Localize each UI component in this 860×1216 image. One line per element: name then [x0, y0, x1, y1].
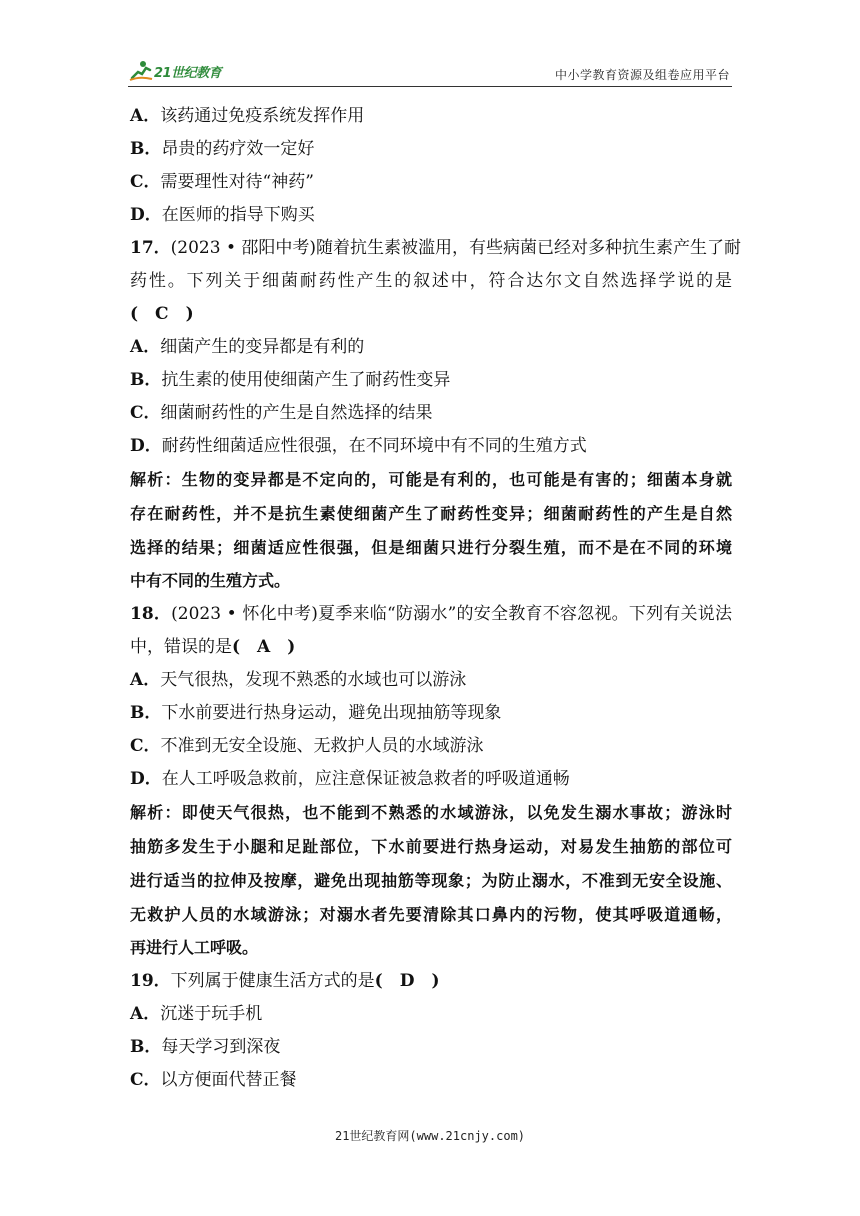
option-letter: C．: [130, 1070, 161, 1091]
document-body: [130, 100, 742, 1097]
option-letter: A．: [130, 670, 161, 691]
option-letter: B．: [130, 370, 162, 390]
option-letter: A．: [130, 106, 161, 126]
question-text: 下列属于健康生活方式的是: [170, 971, 375, 992]
option-text: 在医师的指导下购买: [161, 205, 315, 225]
option-text: 耐药性细菌适应性很强，在不同环境中有不同的生殖方式: [161, 436, 587, 456]
option-a: [130, 664, 732, 697]
analysis-line: 选择的结果；细菌适应性很强，但是细菌只进行分裂生殖，而不是在不同的环境: [130, 537, 732, 557]
option-letter: D．: [130, 769, 162, 790]
option-letter: A．: [130, 337, 161, 357]
question-text: 药性。下列关于细菌耐药性产生的叙述中，符合达尔文自然选择学说的是: [130, 271, 732, 291]
option-text: 不准到无安全设施、无救护人员的水域游泳: [160, 736, 484, 757]
analysis-label: 解析：: [130, 470, 182, 489]
option-d: [130, 763, 732, 796]
question-19-line-1: [130, 965, 732, 998]
option-letter: B．: [130, 1037, 162, 1058]
option-a: [130, 100, 732, 133]
option-b: [130, 1031, 732, 1064]
option-letter: C．: [130, 172, 161, 192]
platform-title: 中小学教育资源及组卷应用平台: [554, 68, 730, 82]
question-18-line-1: [130, 598, 732, 631]
option-b: [130, 133, 732, 166]
page-header: [128, 60, 730, 86]
option-text: 在人工呼吸急救前，应注意保证被急救者的呼吸道通畅: [161, 769, 570, 790]
option-letter: A．: [130, 1004, 161, 1025]
question-17-line-1: [130, 232, 742, 265]
option-text: 每天学习到深夜: [161, 1037, 281, 1058]
option-letter: D．: [130, 205, 162, 225]
analysis-line: 存在耐药性，并不是抗生素使细菌产生了耐药性变异；细菌耐药性的产生是自然: [130, 503, 732, 523]
logo-text: 21世纪教育: [154, 66, 222, 81]
option-c: [130, 166, 732, 199]
analysis-line: 进行适当的拉伸及按摩，避免出现抽筋等现象；为防止溺水，不准到无安全设施、: [130, 870, 732, 890]
runner-logo-icon: [128, 60, 154, 82]
option-letter: C．: [130, 736, 161, 757]
option-d: [130, 199, 732, 232]
question-text: (2023 • 邵阳中考)随着抗生素被滥用，有些病菌已经对多种抗生素产生了耐: [170, 238, 742, 258]
analysis-line: 抽筋多发生于小腿和足趾部位，下水前要进行热身运动，对易发生抽筋的部位可: [130, 836, 732, 856]
question-number: 19．: [130, 971, 171, 992]
option-letter: C．: [130, 403, 161, 423]
site-logo[interactable]: [128, 60, 228, 82]
question-18-line-2: [130, 631, 732, 664]
analysis-line: [130, 463, 732, 497]
option-text: 沉迷于玩手机: [160, 1004, 263, 1025]
option-text: 该药通过免疫系统发挥作用: [160, 106, 365, 126]
question-19-answer: ( D ): [374, 971, 440, 992]
analysis-text: 生物的变异都是不定向的，可能是有利的，也可能是有害的；细菌本身就: [181, 470, 732, 489]
analysis-label: 解析：: [130, 803, 182, 823]
option-text: 需要理性对待“神药”: [160, 172, 314, 192]
option-c: [130, 730, 732, 763]
option-b: [130, 697, 732, 730]
question-17-line-2: [130, 265, 732, 298]
question-number: 17．: [130, 238, 171, 258]
header-divider: [128, 86, 732, 87]
analysis-line: 中有不同的生殖方式。: [130, 571, 291, 591]
option-text: 昂贵的药疗效一定好: [161, 139, 315, 159]
analysis-line: 再进行人工呼吸。: [130, 938, 259, 958]
option-b: [130, 364, 732, 397]
option-c: [130, 397, 732, 430]
option-text: 抗生素的使用使细菌产生了耐药性变异: [161, 370, 451, 390]
question-text: (2023 • 怀化中考)夏季来临“防溺水”的安全教育不容忽视。下列有关说法: [171, 604, 732, 625]
option-letter: B．: [130, 703, 162, 724]
option-a: [130, 998, 732, 1031]
option-a: [130, 331, 732, 364]
option-text: 以方便面代替正餐: [160, 1070, 297, 1091]
question-number: 18．: [130, 604, 172, 625]
option-letter: B．: [130, 139, 162, 159]
question-17-answer: ( C ): [130, 304, 194, 324]
option-text: 下水前要进行热身运动，避免出现抽筋等现象: [161, 703, 502, 724]
option-c: [130, 1064, 732, 1097]
option-text: 细菌产生的变异都是有利的: [160, 337, 365, 357]
analysis-line: [130, 796, 732, 830]
question-text: 中，错误的是: [130, 637, 232, 658]
option-text: 天气很热，发现不熟悉的水域也可以游泳: [160, 670, 467, 691]
analysis-text: 即使天气很热，也不能到不熟悉的水域游泳，以免发生溺水事故；游泳时: [181, 803, 732, 823]
question-18-answer: ( A ): [232, 637, 296, 658]
option-text: 细菌耐药性的产生是自然选择的结果: [160, 403, 433, 423]
option-d: [130, 430, 732, 463]
option-letter: D．: [130, 436, 162, 456]
analysis-line: 无救护人员的水域游泳；对溺水者先要清除其口鼻内的污物，使其呼吸道通畅，: [130, 904, 732, 924]
page-footer[interactable]: 21世纪教育网(www.21cnjy.com): [334, 1129, 526, 1143]
